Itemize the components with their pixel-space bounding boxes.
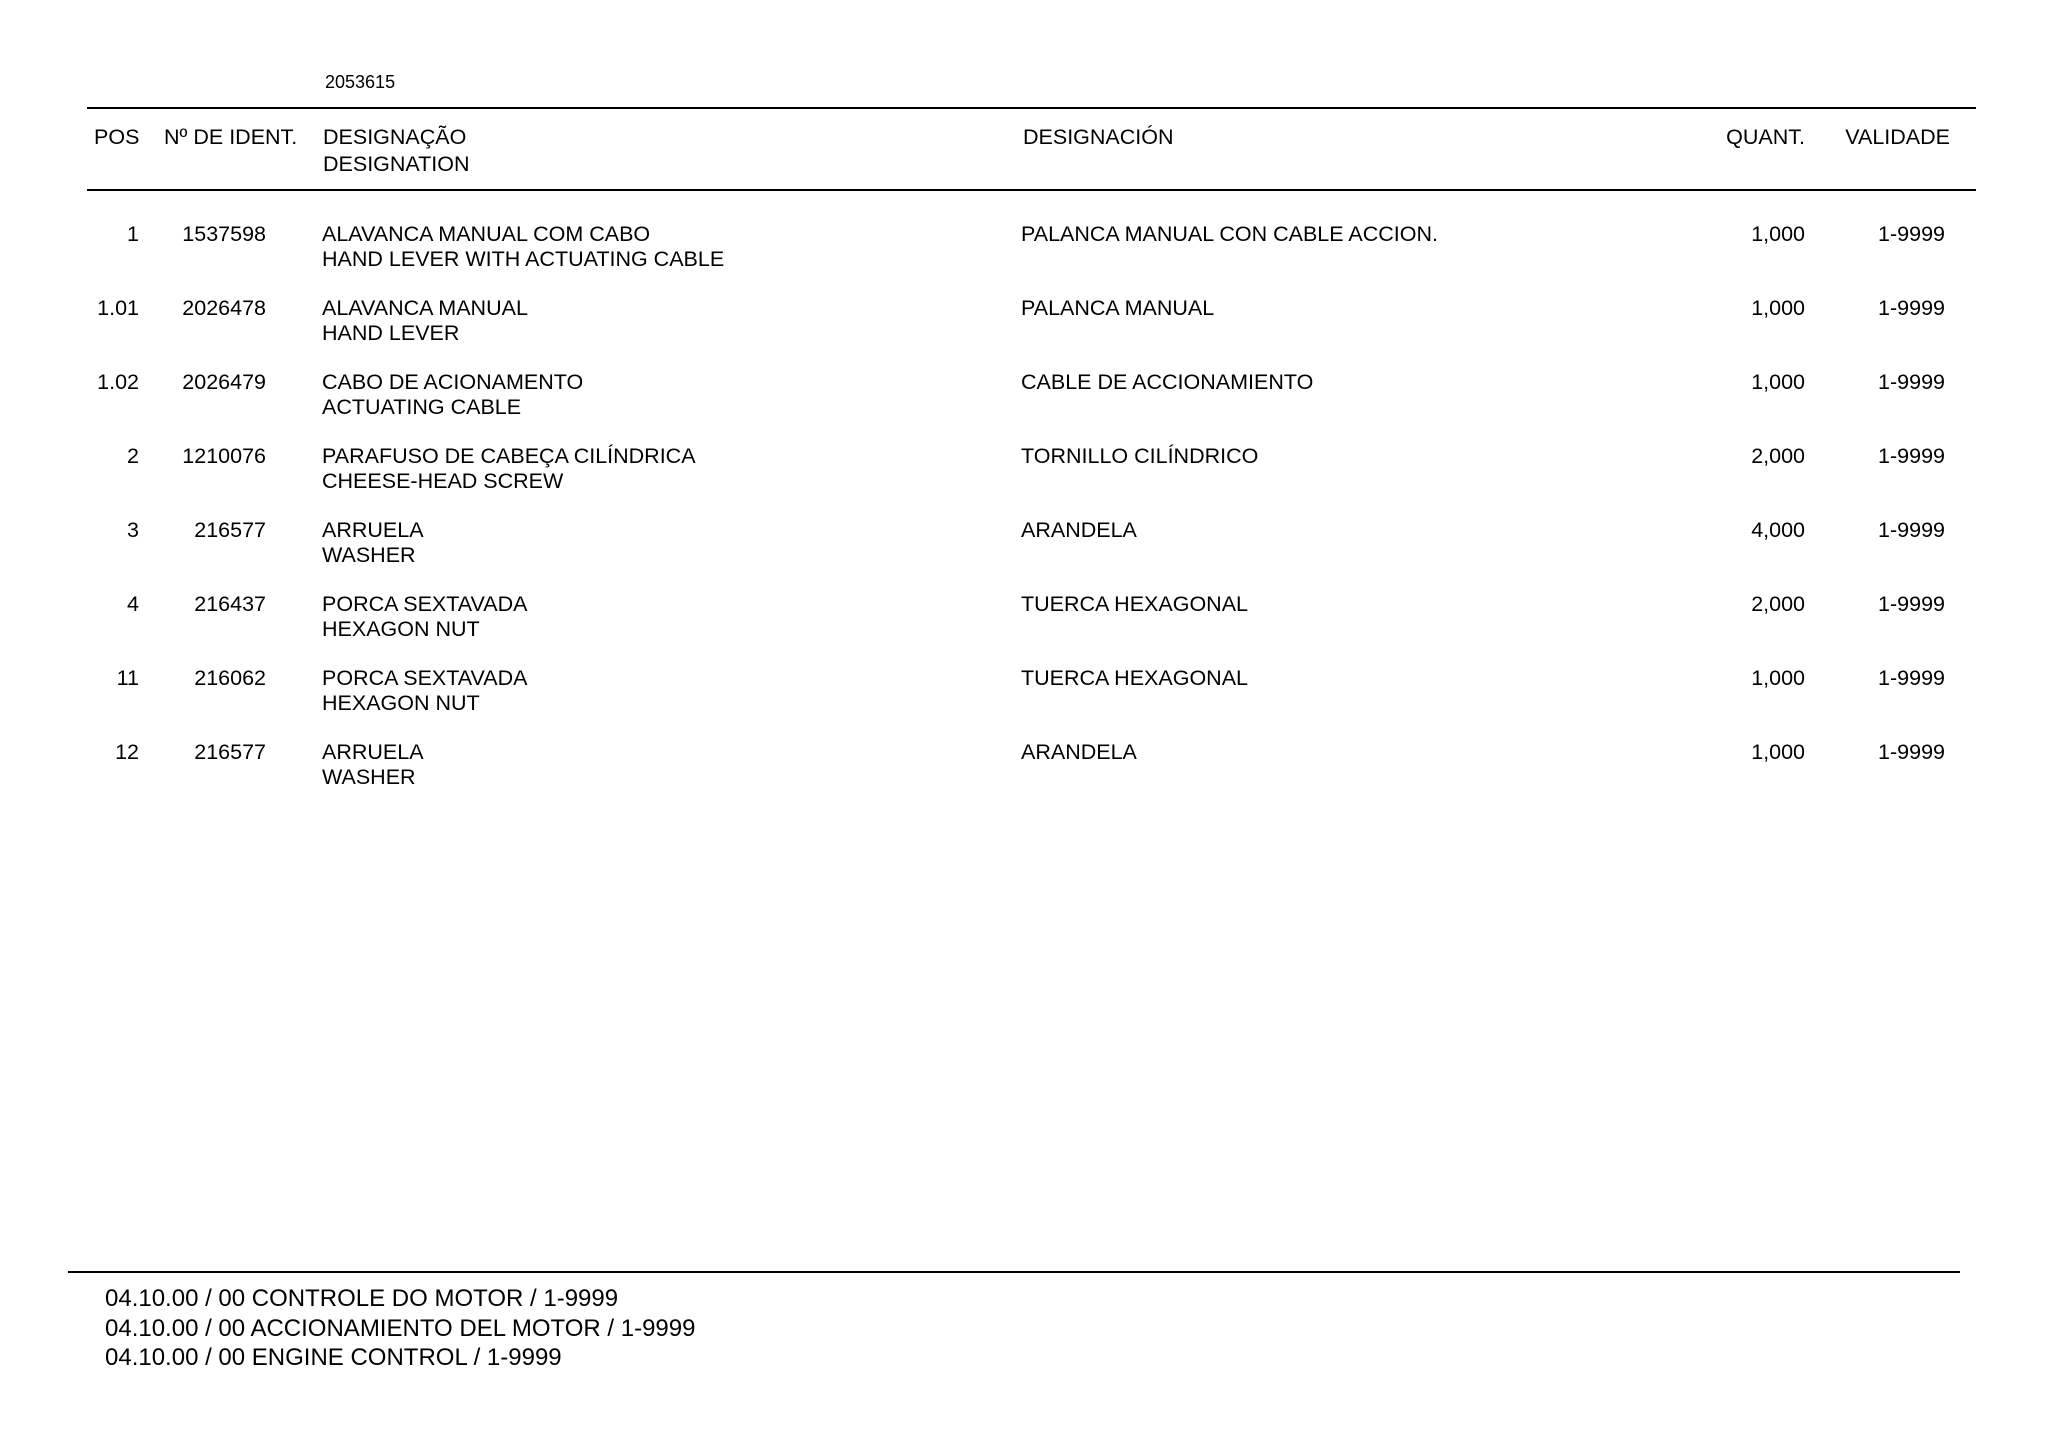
row-ident: 2026479	[182, 370, 266, 394]
document-number: 2053615	[325, 72, 396, 92]
row-ident: 216577	[194, 518, 266, 542]
table-row	[0, 296, 2048, 370]
row-validity: 1-9999	[1878, 444, 1945, 468]
row-designation	[322, 518, 424, 568]
header-designation-pt-en	[323, 124, 470, 178]
row-designation-pt: ALAVANCA MANUAL COM CABO	[322, 222, 651, 246]
row-validity: 1-9999	[1878, 740, 1945, 764]
header-designacao: DESIGNAÇÃO	[323, 125, 467, 149]
row-designation-es: TORNILLO CILÍNDRICO	[1021, 444, 1259, 468]
header-quant: QUANT.	[1726, 125, 1805, 149]
row-pos: 1.02	[97, 370, 139, 394]
row-pos: 12	[115, 740, 139, 764]
footer-line-es: 04.10.00 / 00 ACCIONAMIENTO DEL MOTOR / 1-9999	[105, 1314, 696, 1342]
row-pos: 1	[127, 222, 139, 246]
header-ident: Nº DE IDENT.	[164, 125, 298, 149]
header-pos: POS	[94, 125, 140, 149]
row-designation	[322, 592, 528, 642]
row-quantity: 1,000	[1751, 370, 1805, 394]
row-designation-en: HAND LEVER WITH ACTUATING CABLE	[322, 247, 725, 271]
row-validity: 1-9999	[1878, 518, 1945, 542]
row-designation-en: CHEESE-HEAD SCREW	[322, 469, 564, 493]
row-pos: 11	[116, 666, 139, 690]
row-quantity: 2,000	[1751, 592, 1805, 616]
row-designation-en: ACTUATING CABLE	[322, 395, 522, 419]
row-quantity: 1,000	[1751, 222, 1805, 246]
row-designation-pt: PARAFUSO DE CABEÇA CILÍNDRICA	[322, 444, 696, 468]
row-designation-pt: PORCA SEXTAVADA	[322, 592, 528, 616]
footer-line-pt: 04.10.00 / 00 CONTROLE DO MOTOR / 1-9999	[105, 1285, 619, 1312]
row-designation-es: PALANCA MANUAL	[1021, 296, 1215, 320]
row-designation-pt: CABO DE ACIONAMENTO	[322, 370, 584, 394]
table-row	[0, 592, 2048, 666]
row-ident: 2026478	[182, 296, 266, 320]
row-ident: 216437	[194, 592, 266, 616]
table-row	[0, 444, 2048, 518]
table-row	[0, 666, 2048, 740]
row-quantity: 4,000	[1751, 518, 1805, 542]
row-quantity: 1,000	[1751, 740, 1805, 764]
row-designation-es: ARANDELA	[1021, 518, 1137, 542]
row-designation-es: TUERCA HEXAGONAL	[1021, 666, 1248, 690]
row-ident: 1537598	[182, 222, 266, 246]
row-designation	[322, 740, 424, 790]
row-designation-en: HEXAGON NUT	[322, 617, 480, 641]
row-pos: 2	[127, 444, 139, 468]
row-designation-pt: ARRUELA	[322, 740, 424, 764]
row-validity: 1-9999	[1878, 296, 1945, 320]
row-ident: 216062	[194, 666, 266, 690]
row-designation-pt: ARRUELA	[322, 518, 424, 542]
row-validity: 1-9999	[1878, 222, 1945, 246]
row-designation-en: HEXAGON NUT	[322, 691, 480, 715]
row-pos: 3	[127, 518, 139, 542]
footer-rule	[68, 1271, 1960, 1273]
row-designation	[322, 370, 583, 420]
table-row	[0, 518, 2048, 592]
parts-table-body	[0, 222, 2048, 814]
row-designation-pt: ALAVANCA MANUAL	[322, 296, 528, 320]
header-validade: VALIDADE	[1845, 125, 1950, 149]
footer-line-en: 04.10.00 / 00 ENGINE CONTROL / 1-9999	[105, 1344, 562, 1371]
row-quantity: 2,000	[1751, 444, 1805, 468]
row-designation-es: CABLE DE ACCIONAMIENTO	[1021, 370, 1314, 394]
row-designation-es: ARANDELA	[1021, 740, 1137, 764]
header-rule	[87, 189, 1976, 191]
row-designation-pt: PORCA SEXTAVADA	[322, 666, 528, 690]
row-designation-en: WASHER	[322, 765, 416, 789]
table-row	[0, 222, 2048, 296]
row-designation-es: TUERCA HEXAGONAL	[1021, 592, 1248, 616]
row-ident: 1210076	[182, 444, 266, 468]
row-designation-es: PALANCA MANUAL CON CABLE ACCION.	[1021, 222, 1438, 246]
header-designacion: DESIGNACIÓN	[1023, 125, 1174, 149]
row-designation	[322, 666, 528, 716]
footer-section-titles	[105, 1284, 695, 1373]
table-row	[0, 740, 2048, 814]
header-designation: DESIGNATION	[323, 152, 470, 176]
row-validity: 1-9999	[1878, 666, 1945, 690]
row-quantity: 1,000	[1751, 666, 1805, 690]
row-ident: 216577	[194, 740, 266, 764]
row-designation-en: WASHER	[322, 543, 416, 567]
row-validity: 1-9999	[1878, 370, 1945, 394]
row-designation	[322, 222, 724, 272]
row-quantity: 1,000	[1751, 296, 1805, 320]
row-pos: 4	[127, 592, 139, 616]
row-designation	[322, 296, 528, 346]
top-rule	[87, 107, 1976, 109]
table-row	[0, 370, 2048, 444]
row-designation-en: HAND LEVER	[322, 321, 460, 345]
row-validity: 1-9999	[1878, 592, 1945, 616]
row-designation	[322, 444, 696, 494]
row-pos: 1.01	[97, 296, 139, 320]
